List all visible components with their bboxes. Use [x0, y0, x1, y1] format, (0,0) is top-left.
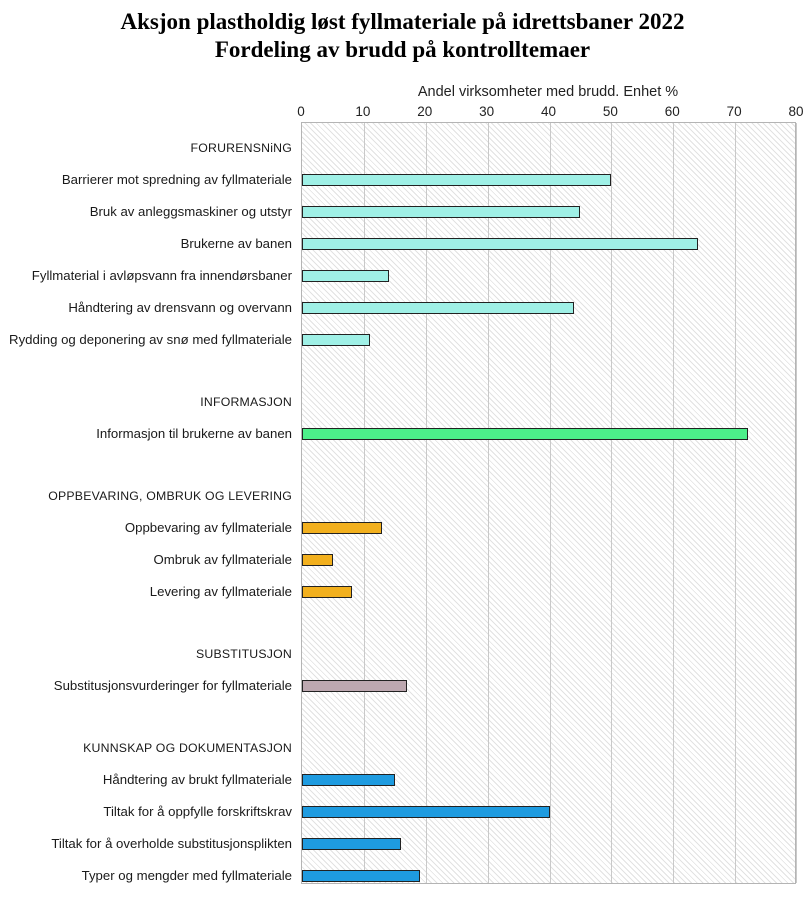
bar	[302, 522, 382, 534]
bar-row	[0, 518, 805, 538]
group-label: SUBSTITUSJON	[195, 647, 292, 661]
bar-row	[0, 866, 805, 886]
bar	[302, 428, 748, 440]
bar-label: Oppbevaring av fyllmateriale	[124, 520, 292, 535]
bar-label: Rydding og deponering av snø med fyllmateriale	[9, 332, 292, 347]
bar	[302, 806, 550, 818]
bar	[302, 270, 389, 282]
x-tick-10: 10	[355, 104, 371, 119]
x-tick-60: 60	[664, 104, 680, 119]
bar-label: Tiltak for å oppfylle forskriftskrav	[103, 804, 292, 819]
bar-row	[0, 550, 805, 570]
group-heading-row	[0, 138, 805, 158]
bar	[302, 838, 401, 850]
bar	[302, 774, 395, 786]
x-axis-title: Andel virksomheter med brudd. Enhet %	[417, 84, 679, 100]
bar-label: Typer og mengder med fyllmateriale	[81, 868, 292, 883]
bar-row	[0, 834, 805, 854]
bar-label: Substitusjonsvurderinger for fyllmateriale	[53, 678, 292, 693]
x-tick-30: 30	[479, 104, 495, 119]
group-heading-row	[0, 392, 805, 412]
bar-row	[0, 330, 805, 350]
bar-label: Barrierer mot spredning av fyllmateriale	[61, 172, 292, 187]
group-label: INFORMASJON	[200, 395, 292, 409]
bar-row	[0, 582, 805, 602]
bar	[302, 302, 574, 314]
x-tick-80: 80	[788, 104, 804, 119]
bar-row	[0, 770, 805, 790]
bar-label: Bruk av anleggsmaskiner og utstyr	[89, 204, 292, 219]
bar	[302, 174, 611, 186]
title-line-1: Aksjon plastholdig løst fyllmateriale på idrettsbaner 2022	[120, 9, 685, 34]
bar	[302, 680, 407, 692]
bar-row	[0, 234, 805, 254]
bar-label: Håndtering av brukt fyllmateriale	[102, 772, 292, 787]
group-heading-row	[0, 644, 805, 664]
bar	[302, 554, 333, 566]
bar	[302, 334, 370, 346]
bar	[302, 206, 580, 218]
bar	[302, 586, 352, 598]
bar	[302, 238, 698, 250]
bar-row	[0, 424, 805, 444]
bar-label: Ombruk av fyllmateriale	[153, 552, 292, 567]
x-tick-50: 50	[602, 104, 618, 119]
bar-row	[0, 170, 805, 190]
group-label: KUNNSKAP OG DOKUMENTASJON	[83, 741, 292, 755]
group-heading-row	[0, 738, 805, 758]
bar-label: Brukerne av banen	[180, 236, 292, 251]
bar-label: Tiltak for å overholde substitusjonsplikten	[51, 836, 292, 851]
x-tick-40: 40	[540, 104, 557, 119]
x-tick-0: 0	[297, 104, 305, 119]
bar-row	[0, 676, 805, 696]
bar-label: Informasjon til brukerne av banen	[96, 426, 292, 441]
bar-row	[0, 266, 805, 286]
bar	[302, 870, 420, 882]
bar-row	[0, 298, 805, 318]
group-heading-row	[0, 486, 805, 506]
bar-label: Levering av fyllmateriale	[149, 584, 292, 599]
bar-row	[0, 202, 805, 222]
bar-row	[0, 802, 805, 822]
title-line-2: Fordeling av brudd på kontrolltemaer	[214, 37, 591, 62]
x-tick-20: 20	[417, 104, 433, 119]
bar-label: Fyllmaterial i avløpsvann fra innendørsbaner	[31, 268, 292, 283]
group-label: FORURENSNiNG	[190, 141, 292, 155]
x-axis-tick-labels	[297, 104, 804, 120]
group-label: OPPBEVARING, OMBRUK OG LEVERING	[48, 489, 292, 503]
bar-label: Håndtering av drensvann og overvann	[68, 300, 292, 315]
page-title	[0, 8, 805, 64]
x-tick-70: 70	[726, 104, 742, 119]
